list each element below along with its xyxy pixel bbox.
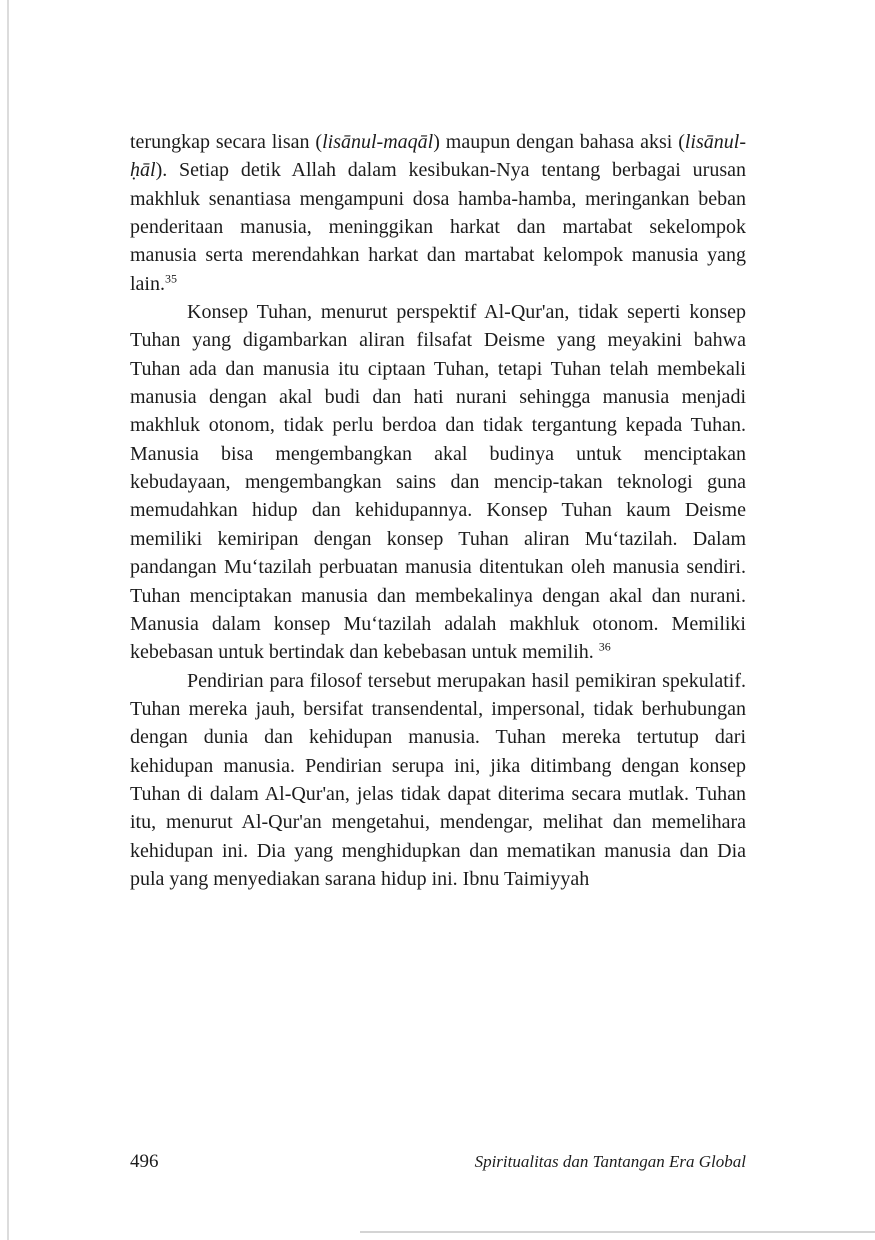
- page-number: 496: [130, 1151, 159, 1172]
- page-footer: [130, 1151, 746, 1173]
- paragraph-2: [130, 298, 746, 666]
- paragraph-3: [130, 667, 746, 894]
- body-text: [130, 128, 746, 893]
- text-run: Konsep Tuhan, menurut perspektif Al-Qur'an, tidak seperti konsep Tuhan yang digambarkan aliran filsafat Deisme yang meyakini bahwa Tuhan ada dan manusia itu ciptaan Tuhan, tetapi Tuhan telah membekali manusia dengan akal budi dan hati nurani sehingga manusia menjadi makhluk otonom, tidak perlu berdoa dan tidak tergantung kepada Tuhan. Manusia bisa mengembangkan akal budinya untuk menciptakan kebudayaan, mengembangkan sains dan mencip-takan teknologi guna memudahkan hidup dan kehidupannya. Konsep Tuhan kaum Deisme memiliki kemiripan dengan konsep Tuhan aliran Mu‘tazilah. Dalam pandangan Mu‘tazilah perbuatan manusia ditentukan oleh manusia sendiri. Tuhan menciptakan manusia dan membekalinya dengan akal dan nurani. Manusia dalam konsep Mu‘tazilah adalah makhluk otonom. Memiliki kebebasan untuk bertindak dan kebebasan untuk memilih.: [130, 301, 746, 664]
- scan-edge-artifact-bottom: [360, 1231, 875, 1233]
- running-title: Spiritualitas dan Tantangan Era Global: [474, 1152, 746, 1171]
- footnote-reference-36: 36: [598, 639, 611, 654]
- paragraph-1: [130, 128, 746, 298]
- text-run: terungkap secara lisan (: [130, 131, 323, 153]
- text-run: ) maupun dengan bahasa aksi (: [433, 131, 685, 153]
- transliteration-lisanul-hal: lisānul-ḥāl: [130, 131, 746, 182]
- scan-edge-artifact-left: [7, 0, 9, 1240]
- footnote-reference-35: 35: [165, 271, 177, 286]
- text-run: ). Setiap detik Allah dalam kesibukan-Nya tentang berbagai urusan makhluk senantiasa mengampuni dosa hamba-hamba, meringankan beban penderitaan manusia, meninggikan harkat dan martabat sekelompok manusia serta merendahkan harkat dan martabat kelompok manusia yang lain.: [130, 159, 746, 295]
- text-run: Pendirian para filosof tersebut merupakan hasil pemikiran spekulatif. Tuhan mereka jauh, bersifat transendental, impersonal, tidak berhubungan dengan dunia dan kehidupan manusia. Tuhan mereka tertutup dari kehidupan manusia. Pendirian serupa ini, jika ditimbang dengan konsep Tuhan di dalam Al-Qur'an, jelas tidak dapat diterima secara mutlak. Tuhan itu, menurut Al-Qur'an mengetahui, mendengar, melihat dan memelihara kehidupan ini. Dia yang menghidupkan dan mematikan manusia dan Dia pula yang menyediakan sarana hidup ini. Ibnu Taimiyyah: [130, 669, 746, 890]
- transliteration-lisanul-maqal: lisānul-maqāl: [322, 131, 434, 153]
